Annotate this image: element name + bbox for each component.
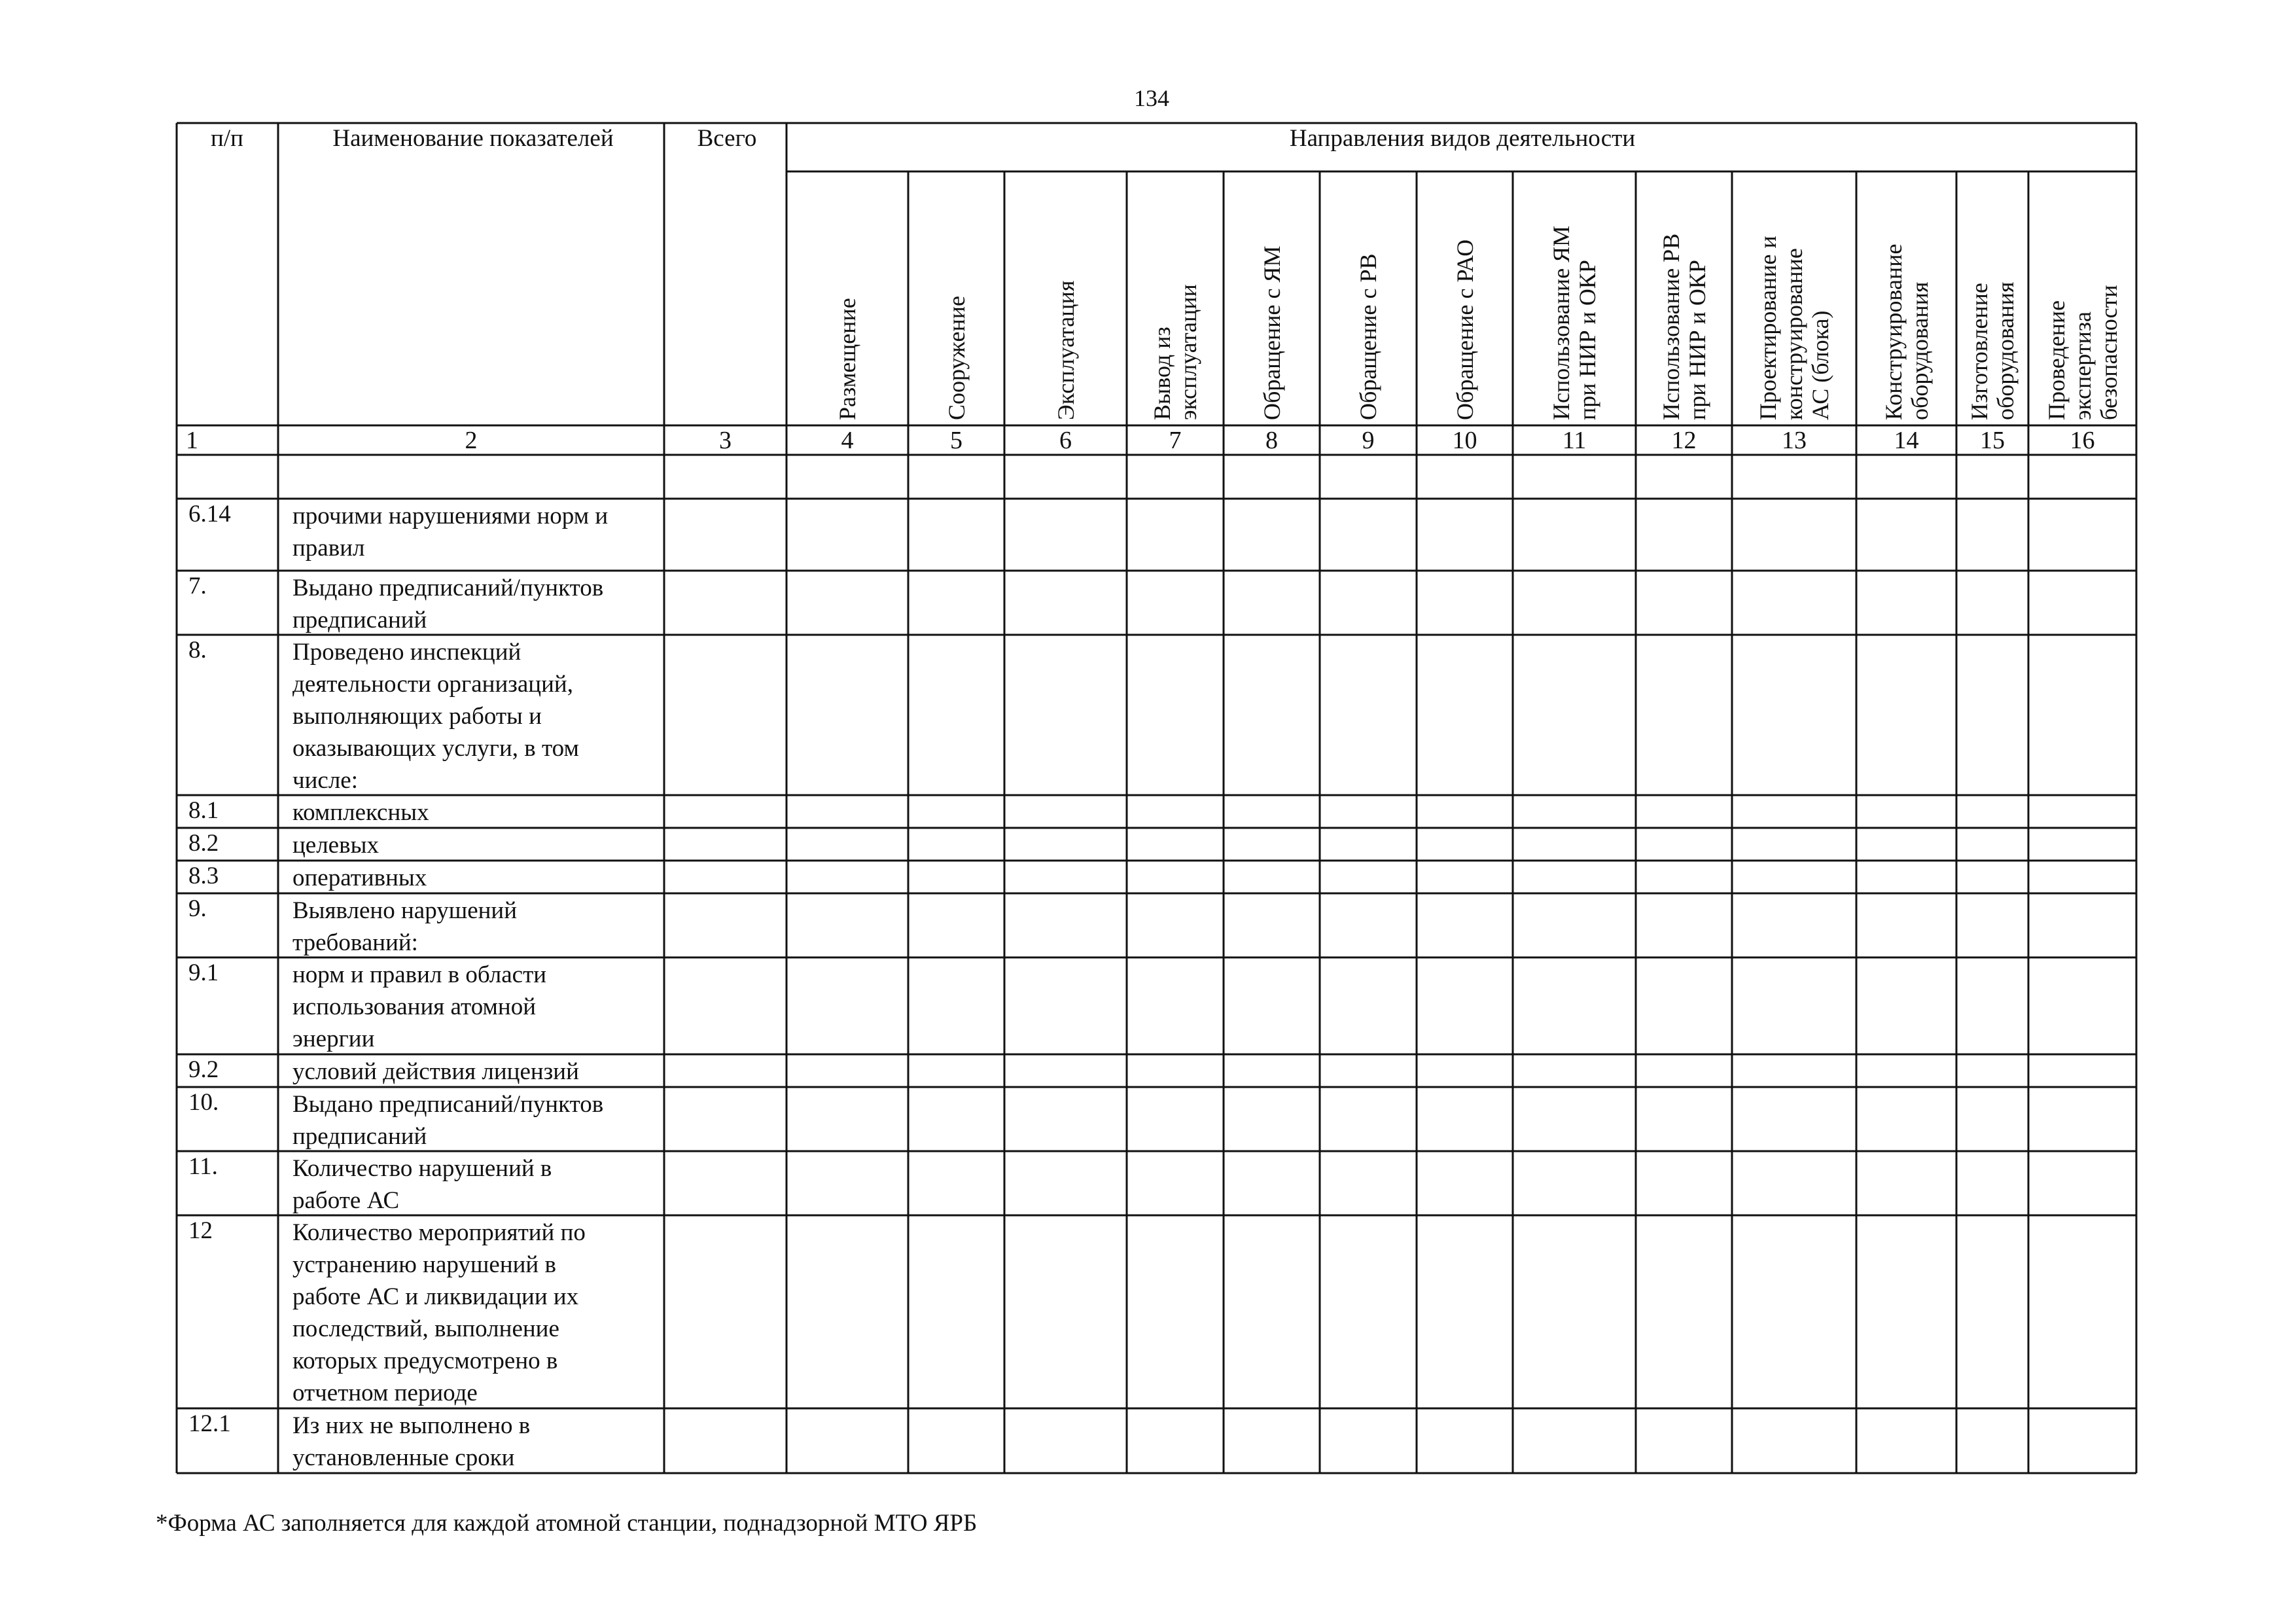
activity-header	[1419, 175, 1510, 420]
row-indicator-line: Выявлено нарушений	[292, 897, 518, 924]
activity-header-line: Проектирование и	[1755, 236, 1781, 420]
header-num-col: п/п	[211, 125, 243, 152]
column-number: 11	[1562, 427, 1587, 454]
row-number: 8.	[188, 637, 207, 664]
row-indicator-name	[292, 1088, 659, 1152]
activity-header-line: при НИР и ОКР	[1684, 260, 1710, 420]
row-indicator-line: комплексных	[292, 799, 429, 826]
activity-header-line: Обращение с ЯМ	[1258, 245, 1285, 420]
column-number: 1	[186, 427, 198, 454]
row-indicator-line: Проведено инспекций	[292, 639, 521, 666]
row-indicator-name	[292, 572, 659, 636]
activity-header-line: Обращение с РВ	[1355, 253, 1381, 420]
activity-header	[1129, 175, 1221, 420]
row-indicator-line: целевых	[292, 832, 379, 859]
row-indicator-line: Выдано предписаний/пунктов	[292, 575, 604, 601]
row-number: 12.1	[188, 1410, 231, 1437]
activity-header-line: Конструирование	[1880, 243, 1907, 420]
row-indicator-line: прочими нарушениями норм и	[292, 503, 609, 529]
row-indicator-line: устранению нарушений в	[292, 1251, 556, 1278]
row-indicator-line: использования атомной	[292, 993, 537, 1020]
column-number: 6	[1059, 427, 1072, 454]
activity-header-line: эксплуатации	[1175, 284, 1201, 420]
column-number: 10	[1452, 427, 1477, 454]
activity-header	[1859, 175, 1954, 420]
row-indicator-line: установленные сроки	[292, 1444, 515, 1471]
row-number: 6.14	[188, 501, 231, 527]
row-indicator-line: Из них не выполнено в	[292, 1412, 531, 1439]
row-indicator-line: деятельности организаций,	[292, 671, 573, 698]
column-number: 4	[841, 427, 854, 454]
column-number: 15	[1980, 427, 2005, 454]
row-number: 10.	[188, 1089, 219, 1116]
activity-header-line: оборудования	[1906, 281, 1933, 420]
activity-header-line: конструирование	[1781, 248, 1807, 420]
header-total-col: Всего	[697, 125, 757, 152]
row-indicator-line: Выдано предписаний/пунктов	[292, 1091, 604, 1118]
row-indicator-line: отчетном периоде	[292, 1380, 478, 1406]
activity-header-line: Обращение с РАО	[1451, 239, 1478, 420]
row-indicator-name	[292, 796, 659, 829]
activity-header	[911, 175, 1002, 420]
row-indicator-name	[292, 959, 659, 1055]
row-indicator-line: требований:	[292, 929, 418, 956]
row-indicator-line: работе АС и ликвидации их	[292, 1283, 579, 1310]
row-number: 9.1	[188, 959, 219, 986]
row-number: 7.	[188, 573, 207, 599]
activity-header	[1322, 175, 1414, 420]
activity-header	[1226, 175, 1317, 420]
row-indicator-line: которых предусмотрено в	[292, 1347, 558, 1374]
activity-header-line: безопасности	[2095, 285, 2122, 420]
row-indicator-name	[292, 1056, 659, 1088]
activity-header-line: оборудования	[1992, 281, 2019, 420]
activity-header	[1638, 175, 1729, 420]
column-number: 16	[2070, 427, 2095, 454]
column-number: 8	[1265, 427, 1278, 454]
row-indicator-line: выполняющих работы и	[292, 703, 542, 730]
row-indicator-line: Количество мероприятий по	[292, 1219, 586, 1246]
activity-header	[1735, 175, 1854, 420]
row-number: 8.3	[188, 863, 219, 889]
row-indicator-name	[292, 1217, 659, 1409]
activity-header-line: Эксплуатация	[1052, 280, 1079, 420]
activity-header	[1959, 175, 2026, 420]
activity-header-line: Размещение	[834, 298, 860, 420]
column-number: 9	[1362, 427, 1375, 454]
row-indicator-line: энергии	[292, 1026, 375, 1052]
row-indicator-name	[292, 895, 659, 959]
row-indicator-line: условий действия лицензий	[292, 1058, 579, 1085]
activity-header-line: экспертиза	[2069, 312, 2096, 420]
row-indicator-name	[292, 500, 659, 564]
activity-header	[1007, 175, 1124, 420]
row-indicator-line: числе:	[292, 767, 358, 794]
row-indicator-line: правил	[292, 535, 365, 562]
row-indicator-line: работе АС	[292, 1187, 400, 1214]
column-number: 2	[465, 427, 478, 454]
row-indicator-name	[292, 636, 659, 796]
activity-header-line: Сооружение	[943, 296, 970, 420]
activity-header-line: Изготовление	[1966, 283, 1992, 420]
header-name-col: Наименование показателей	[332, 125, 614, 152]
column-number: 7	[1169, 427, 1182, 454]
activity-header	[2031, 175, 2134, 420]
column-number: 12	[1671, 427, 1697, 454]
row-indicator-name	[292, 862, 659, 894]
header-group-title: Направления видов деятельности	[1289, 125, 1636, 152]
column-number: 14	[1894, 427, 1919, 454]
activity-header-line: при НИР и ОКР	[1574, 260, 1600, 420]
activity-header-line: АС (блока)	[1807, 310, 1833, 420]
row-number: 9.	[188, 895, 207, 922]
activity-header-line: Проведение	[2043, 300, 2070, 420]
row-indicator-name	[292, 829, 659, 861]
row-number: 8.2	[188, 830, 219, 857]
activity-header	[789, 175, 906, 420]
activity-header-line: Использование РВ	[1657, 233, 1684, 420]
row-indicator-line: предписаний	[292, 1123, 427, 1150]
row-number: 11.	[188, 1153, 218, 1180]
row-indicator-line: Количество нарушений в	[292, 1155, 552, 1182]
page-number: 134	[1134, 85, 1169, 111]
row-number: 12	[188, 1217, 213, 1244]
row-number: 8.1	[188, 797, 219, 824]
row-indicator-line: последствий, выполнение	[292, 1315, 559, 1342]
row-indicator-name	[292, 1152, 659, 1217]
footnote: *Форма АС заполняется для каждой атомной станции, поднадзорной МТО ЯРБ	[156, 1510, 978, 1537]
row-indicator-line: оперативных	[292, 865, 427, 891]
row-indicator-name	[292, 1410, 659, 1474]
row-number: 9.2	[188, 1056, 219, 1083]
column-number: 5	[950, 427, 963, 454]
row-indicator-line: норм и правил в области	[292, 961, 547, 988]
row-indicator-line: предписаний	[292, 607, 427, 633]
column-number: 13	[1782, 427, 1807, 454]
column-number: 3	[719, 427, 732, 454]
activity-header	[1515, 175, 1633, 420]
row-indicator-line: оказывающих услуги, в том	[292, 735, 579, 762]
activity-header-line: Использование ЯМ	[1548, 225, 1574, 420]
activity-header-line: Вывод из	[1149, 327, 1175, 420]
